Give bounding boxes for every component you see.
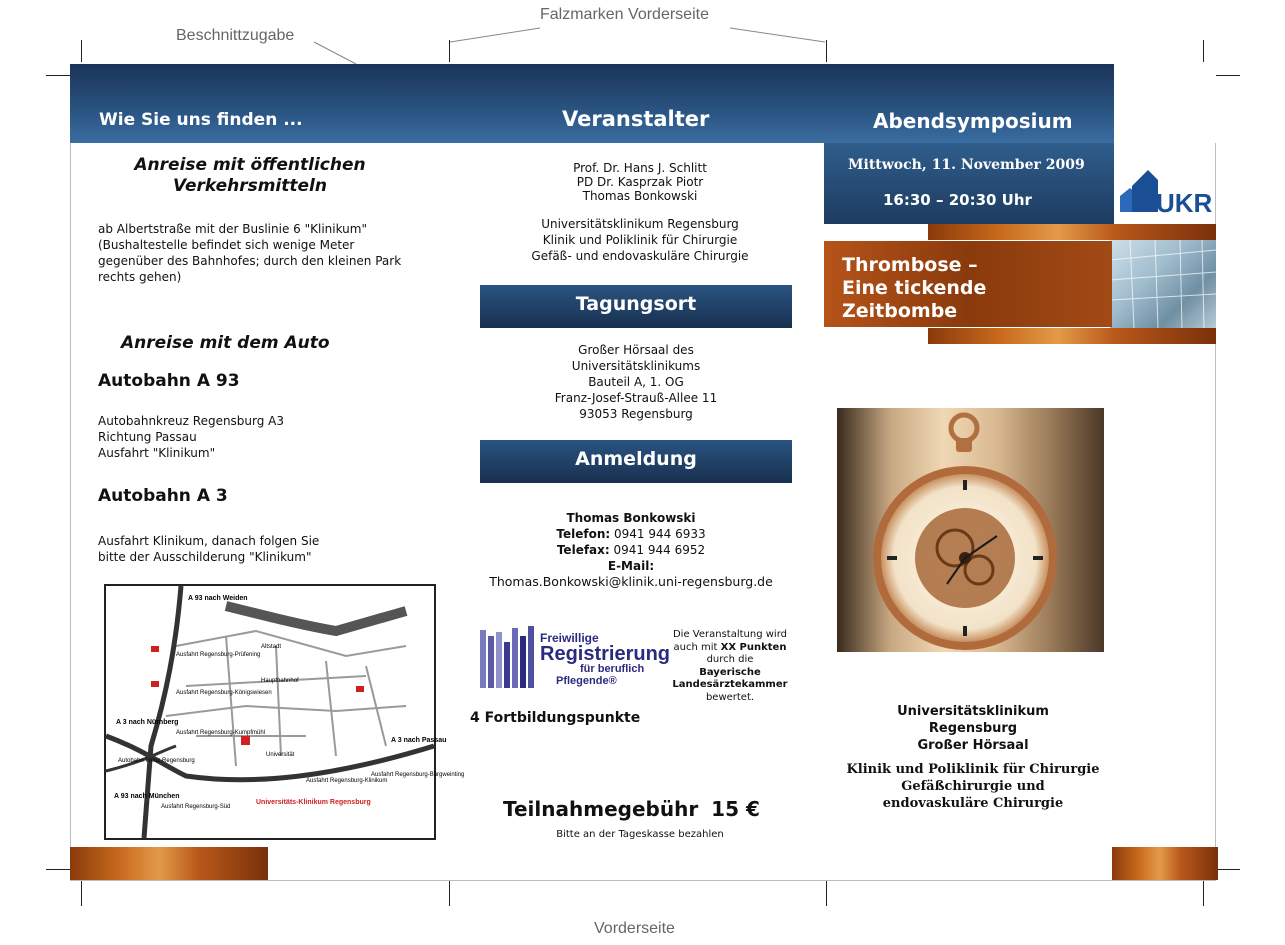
organizer-person: Thomas Bonkowski (582, 189, 698, 203)
topic-line: Zeitbombe (842, 300, 958, 322)
map-label: A 93 nach Weiden (188, 595, 248, 602)
hospital-marker (151, 681, 159, 687)
right-org (824, 703, 1122, 754)
a3-title: Autobahn A 3 (98, 486, 228, 506)
fold-mark (449, 880, 450, 906)
cme-points: XX Punkten (720, 641, 787, 653)
map-label: Universität (266, 752, 295, 758)
building-photo (1110, 240, 1216, 328)
organizer-person: Prof. Dr. Hans J. Schlitt (573, 161, 707, 175)
a93-motorway (144, 586, 181, 838)
phone-label: Telefon: (556, 527, 611, 541)
crop-mark (1203, 880, 1204, 906)
a3-line: Ausfahrt Klinikum, danach folgen Sie (98, 534, 320, 548)
map-label: A 93 nach München (114, 793, 180, 800)
cme-line: auch mit (673, 641, 721, 653)
fee-note: Bitte an der Tageskasse bezahlen (556, 829, 724, 840)
clinic-label: Universitäts-Klinikum Regensburg (256, 799, 371, 806)
map-label: Ausfahrt Regensburg-Prüfening (176, 652, 261, 658)
fax-number: 0941 944 6952 (613, 543, 706, 557)
registration-contact (470, 510, 792, 590)
public-transport-text: ab Albertstraße mit der Buslinie 6 "Klinikum" (Bushaltestelle befindet sich wenige Meter gegenüber des Bahnhofes; durch den kleinen Park rechts gehen) (98, 222, 402, 284)
public-transport-title: Anreise mit öffentlichen Verkehrsmitteln (134, 155, 366, 196)
car-title: Anreise mit dem Auto (121, 333, 330, 353)
crop-mark (1216, 75, 1240, 76)
cme-line: Die Veranstaltung wird (672, 629, 787, 640)
points-label: 4 Fortbildungspunkte (470, 710, 641, 726)
reg-logo-text: Registrierung (540, 643, 671, 665)
right-dept-line: endovaskuläre Chirurgie (882, 796, 1064, 811)
registration-heading: Anmeldung (480, 440, 792, 483)
map-label: Autobahn-kreuz Regensburg (118, 758, 195, 764)
ukr-logo-text: UKR (1156, 188, 1213, 218)
pocket-watch-illustration (837, 408, 1104, 652)
crop-mark (46, 75, 70, 76)
bottom-wood-strip (70, 847, 268, 880)
hospital-marker (356, 686, 364, 692)
contact-name: Thomas Bonkowski (566, 511, 696, 525)
fold-mark (826, 880, 827, 906)
a93-directions (98, 413, 284, 461)
left-heading: Wie Sie uns finden ... (99, 110, 303, 130)
right-dept-line: Gefäßchirurgie und (901, 779, 1045, 794)
cme-line: durch die (706, 654, 754, 665)
bleed-label: Beschnittzugabe (176, 27, 295, 44)
cme-line: Landesärztekammer (672, 679, 788, 690)
cme-note (660, 629, 800, 704)
crop-mark (1203, 40, 1204, 62)
ukr-logo (1118, 166, 1213, 218)
cme-line: Bayerische (699, 666, 761, 678)
a93-line: Autobahnkreuz Regensburg A3 (98, 414, 285, 428)
fee-value: 15 € (711, 797, 760, 821)
right-org-line: Regensburg (928, 721, 1018, 736)
topic-title (842, 254, 986, 323)
building-glass (1110, 240, 1216, 328)
map-label: Ausfahrt Regensburg-Burgweinting (371, 772, 465, 778)
email-link[interactable]: Thomas.Bonkowski@klinik.uni-regensburg.de (489, 574, 773, 589)
right-dept-line: Klinik und Poliklinik für Chirurgie (846, 762, 1100, 777)
venue-line: Bauteil A, 1. OG (588, 375, 684, 389)
crop-mark (81, 880, 82, 906)
organizer-people (480, 160, 800, 204)
map-label: A 3 nach Passau (391, 737, 447, 744)
map-label: Altstadt (261, 644, 282, 650)
event-date: Mittwoch, 11. November 2009 (848, 157, 1085, 173)
crop-mark (46, 869, 70, 870)
venue-line: 93053 Regensburg (579, 407, 693, 421)
bleed-callout (312, 40, 362, 66)
hospital-marker (151, 646, 159, 652)
fee-line (503, 797, 760, 821)
map-label: Ausfahrt Regensburg-Süd (161, 804, 231, 810)
wood-band (928, 224, 1216, 240)
bottom-wood-strip (1112, 847, 1218, 880)
registration-logo (478, 622, 671, 690)
organizer-person: PD Dr. Kasprzak Piotr (576, 175, 704, 189)
fold-marks-label: Falzmarken Vorderseite (540, 6, 709, 23)
venue-address (480, 342, 792, 422)
organizer-org (480, 216, 800, 264)
front-side-label: Vorderseite (594, 920, 675, 937)
a3-line: bitte der Ausschilderung "Klinikum" (98, 550, 312, 564)
fold-marks-callout (440, 20, 840, 44)
venue-heading: Tagungsort (480, 285, 792, 328)
map-label: A 3 nach Nürnberg (116, 719, 179, 726)
map-label: Ausfahrt Regensburg-Klinikum (306, 778, 388, 784)
right-org-line: Großer Hörsaal (917, 738, 1029, 753)
event-title: Abendsymposium (873, 109, 1073, 133)
organizer-heading: Veranstalter (562, 107, 710, 131)
route-map (104, 584, 465, 840)
date-banner (824, 143, 1114, 224)
topic-line: Eine tickende (842, 277, 987, 299)
panel-border (70, 880, 1216, 881)
organizer-org-line: Klinik und Poliklinik für Chirurgie (542, 233, 738, 247)
clinic-marker (241, 736, 250, 745)
venue-line: Franz-Josef-Strauß-Allee 11 (554, 391, 718, 405)
pocket-watch-image (837, 408, 1104, 652)
cme-line: bewertet. (705, 691, 755, 703)
right-org-line: Universitätsklinikum (897, 704, 1049, 719)
topic-line: Thrombose – (842, 254, 978, 276)
river (226, 606, 406, 631)
crop-mark (1216, 869, 1240, 870)
a93-line: Ausfahrt "Klinikum" (98, 446, 216, 460)
a3-directions (98, 533, 319, 565)
venue-line: Großer Hörsaal des (578, 343, 694, 357)
crop-mark (81, 40, 82, 62)
map-label: Ausfahrt Regensburg-Kumpfmühl (176, 730, 266, 736)
event-time: 16:30 – 20:30 Uhr (883, 191, 1032, 209)
phone-number[interactable]: 0941 944 6933 (614, 527, 706, 541)
organizer-org-line: Gefäß- und endovaskuläre Chirurgie (531, 249, 749, 263)
map-label: Hauptbahnhof (261, 678, 299, 684)
a93-title: Autobahn A 93 (98, 371, 240, 391)
map-label: Ausfahrt Regensburg-Königswiesen (176, 690, 272, 696)
venue-line: Universitätsklinikums (571, 359, 701, 373)
wood-band (928, 328, 1216, 344)
reg-logo-text: Pflegende® (556, 675, 617, 687)
reg-logo-text: für beruflich (580, 663, 645, 675)
a93-line: Richtung Passau (98, 430, 197, 444)
reg-logo-text: Freiwillige (540, 631, 599, 645)
organizer-org-line: Universitätsklinikum Regensburg (541, 217, 739, 231)
fax-label: Telefax: (556, 543, 610, 557)
fee-label: Teilnahmegebühr (503, 797, 699, 821)
right-dept (824, 761, 1122, 812)
email-label: E-Mail: (607, 559, 655, 573)
panel-border (70, 143, 71, 880)
